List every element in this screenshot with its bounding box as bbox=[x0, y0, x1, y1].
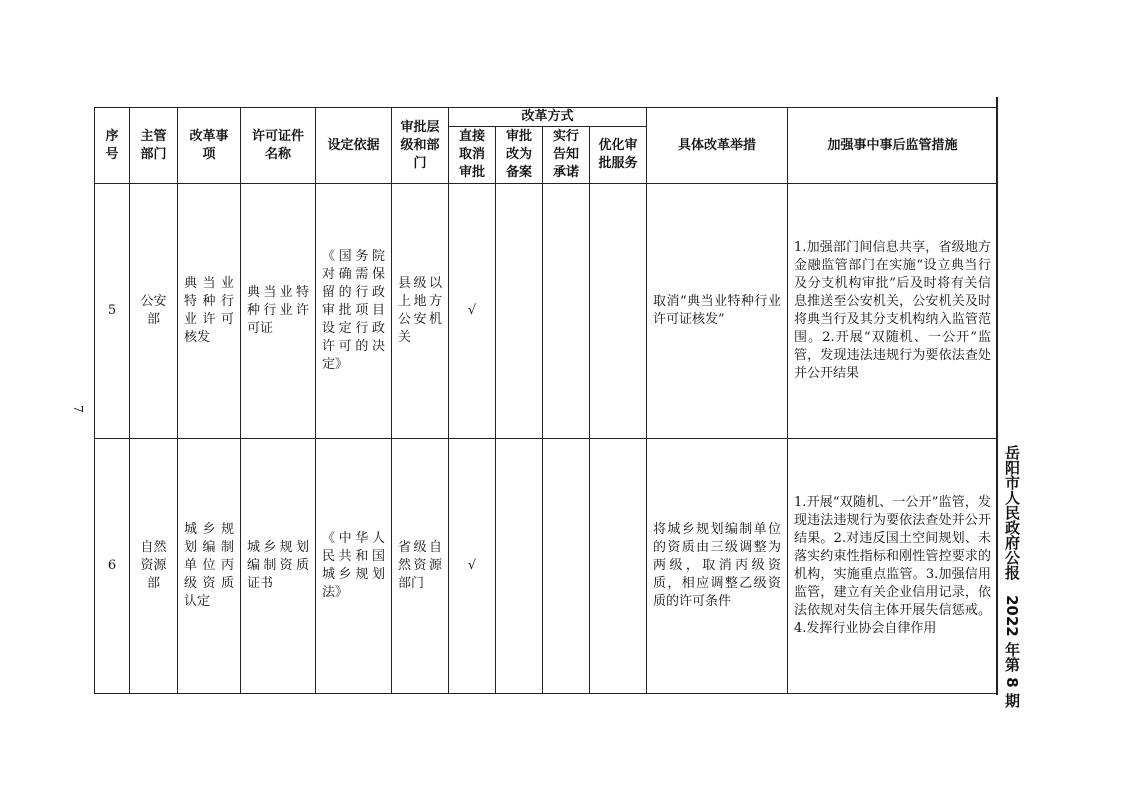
table-row bbox=[95, 184, 998, 439]
row-basis: 《中华人民共和国城乡规划法》 bbox=[316, 439, 392, 694]
header-optimize: 优化审批服务 bbox=[590, 127, 647, 184]
row-item: 城乡规划编制单位丙级资质认定 bbox=[178, 439, 241, 694]
row-seq: 6 bbox=[95, 439, 130, 694]
row-supervision: 1.加强部门间信息共享，省级地方金融监管部门在实施“设立典当行及分支机构审批”后及时将有关信息推送至公安机关，公安机关及时将典当行及其分支机构纳入监管范围。2.开展“双随机、一公开”监管，发现违法违规行为要依法查处并公开结果 bbox=[788, 184, 998, 439]
reform-table bbox=[94, 107, 998, 694]
row-to-filing bbox=[496, 184, 543, 439]
row-level: 县级以上地方公安机关 bbox=[392, 184, 449, 439]
header-measures: 具体改革举措 bbox=[647, 108, 788, 184]
row-dept: 公安部 bbox=[130, 184, 178, 439]
row-seq: 5 bbox=[95, 184, 130, 439]
header-supervision: 加强事中事后监管措施 bbox=[788, 108, 998, 184]
row-supervision: 1.开展“双随机、一公开”监管，发现违法违规行为要依法查处并公开结果。2.对违反国土空间规划、未落实约束性指标和刚性管控要求的机构，实施重点监管。3.加强信用监管，建立有关企业信用记录，依法依规对失信主体开展失信惩戒。4.发挥行业协会自律作用 bbox=[788, 439, 998, 694]
row-item: 典当业特种行业许可核发 bbox=[178, 184, 241, 439]
header-direct-cancel: 直接取消审批 bbox=[449, 127, 496, 184]
header-item: 改革事项 bbox=[178, 108, 241, 184]
header-reform-group: 改革方式 bbox=[449, 108, 647, 127]
header-basis: 设定依据 bbox=[316, 108, 392, 184]
header-dept: 主管部门 bbox=[130, 108, 178, 184]
row-direct-cancel-check: √ bbox=[449, 439, 496, 694]
row-measures: 取消“典当业特种行业许可证核发” bbox=[647, 184, 788, 439]
table-row bbox=[95, 439, 998, 694]
header-license: 许可证件名称 bbox=[241, 108, 316, 184]
row-level: 省级自然资源部门 bbox=[392, 439, 449, 694]
header-level: 审批层级和部门 bbox=[392, 108, 449, 184]
header-notify-commit: 实行告知承诺 bbox=[543, 127, 590, 184]
row-direct-cancel-check: √ bbox=[449, 184, 496, 439]
row-license: 城乡规划编制资质证书 bbox=[241, 439, 316, 694]
page-number: 7 bbox=[70, 405, 85, 413]
row-basis: 《国务院对确需保留的行政审批项目设定行政许可的决定》 bbox=[316, 184, 392, 439]
running-header: 岳阳市人民政府公报 2022 年第 8 期 bbox=[1003, 445, 1021, 708]
row-notify-commit bbox=[543, 184, 590, 439]
row-to-filing bbox=[496, 439, 543, 694]
header-to-filing: 审批改为备案 bbox=[496, 127, 543, 184]
row-optimize bbox=[590, 439, 647, 694]
row-dept: 自然资源部 bbox=[130, 439, 178, 694]
row-notify-commit bbox=[543, 439, 590, 694]
header-seq: 序号 bbox=[95, 108, 130, 184]
row-optimize bbox=[590, 184, 647, 439]
row-measures: 将城乡规划编制单位的资质由三级调整为两级，取消丙级资质，相应调整乙级资质的许可条件 bbox=[647, 439, 788, 694]
row-license: 典当业特种行业许可证 bbox=[241, 184, 316, 439]
